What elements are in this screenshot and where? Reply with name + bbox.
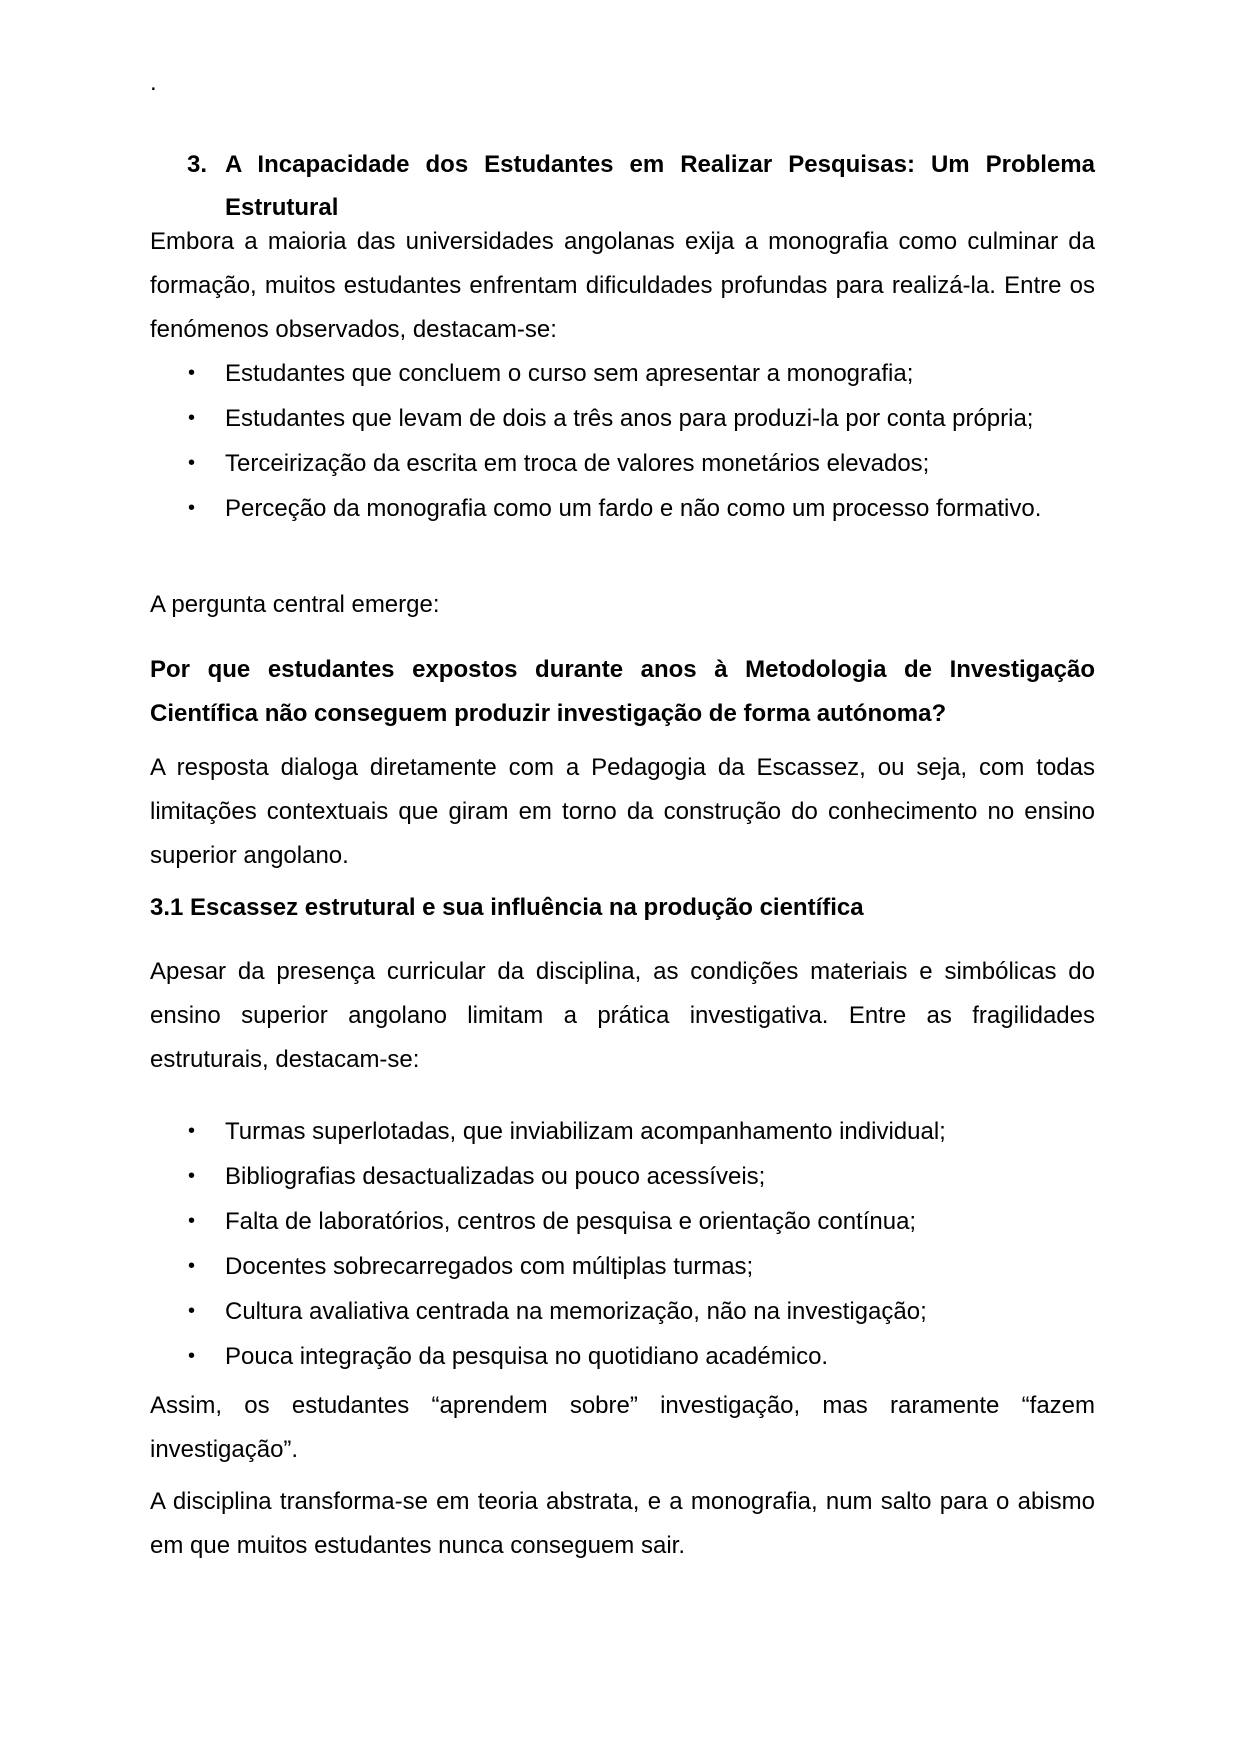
intro-paragraph: Embora a maioria das universidades angolanas exija a monografia como culminar da formação, muitos estudantes enfrentam dificuldades profundas para realizá-la. Entre os fenómenos observados, destacam-se: <box>150 228 1095 343</box>
subsection-3-1-title: 3.1 Escassez estrutural e sua influência na produção científica <box>150 894 864 921</box>
section-3-heading <box>150 143 1095 229</box>
bullet-icon: • <box>188 362 196 384</box>
conclusion-paragraph-2: A disciplina transforma-se em teoria abstrata, e a monografia, num salto para o abismo em que muitos estudantes nunca conseguem sair. <box>150 1488 1095 1559</box>
list-item-text: Pouca integração da pesquisa no quotidiano académico. <box>225 1343 829 1370</box>
list-item <box>150 486 1095 531</box>
phenomena-list <box>150 351 1095 531</box>
answer-paragraph: A resposta dialoga diretamente com a Pedagogia da Escassez, ou seja, com todas limitações contextuais que giram em torno da construção do conhecimento no ensino superior angolano. <box>150 754 1095 869</box>
bullet-icon: • <box>188 407 196 429</box>
list-item-text: Estudantes que levam de dois a três anos para produzi-la por conta própria; <box>225 405 1034 432</box>
section-3-title: A Incapacidade dos Estudantes em Realizar Pesquisas: Um Problema Estrutural <box>225 151 1095 221</box>
question-intro: A pergunta central emerge: <box>150 591 440 618</box>
bullet-icon: • <box>188 452 196 474</box>
bullet-icon: • <box>188 1345 196 1367</box>
list-item <box>150 1244 1095 1289</box>
list-item <box>150 1154 1095 1199</box>
subsection-3-1-paragraph: Apesar da presença curricular da disciplina, as condições materiais e simbólicas do ensino superior angolano limitam a prática investigativa. Entre as fragilidades estruturais, destacam-se: <box>150 958 1095 1073</box>
bullet-icon: • <box>188 497 196 519</box>
bullet-icon: • <box>188 1120 196 1142</box>
list-item <box>150 1199 1095 1244</box>
list-item <box>150 396 1095 441</box>
list-item-text: Falta de laboratórios, centros de pesquisa e orientação contínua; <box>225 1208 917 1235</box>
list-item <box>150 1334 1095 1379</box>
list-item <box>150 1289 1095 1334</box>
list-item-text: Bibliografias desactualizadas ou pouco acessíveis; <box>225 1163 766 1190</box>
list-item-text: Docentes sobrecarregados com múltiplas turmas; <box>225 1253 754 1280</box>
list-item-text: Estudantes que concluem o curso sem apresentar a monografia; <box>225 360 914 387</box>
fragilities-list <box>150 1109 1095 1379</box>
list-item <box>150 1109 1095 1154</box>
bullet-icon: • <box>188 1255 196 1277</box>
conclusion-paragraph-1: Assim, os estudantes “aprendem sobre” investigação, mas raramente “fazem investigação”. <box>150 1392 1095 1463</box>
bullet-icon: • <box>188 1210 196 1232</box>
bullet-icon: • <box>188 1165 196 1187</box>
list-item-text: Turmas superlotadas, que inviabilizam acompanhamento individual; <box>225 1118 946 1145</box>
section-3-number: 3. <box>187 151 208 178</box>
list-item-text: Cultura avaliativa centrada na memorização, não na investigação; <box>225 1298 927 1325</box>
central-question: Por que estudantes expostos durante anos à Metodologia de Investigação Científica não conseguem produzir investigação de forma autónoma? <box>150 656 1095 727</box>
list-item <box>150 351 1095 396</box>
list-item-text: Perceção da monografia como um fardo e não como um processo formativo. <box>225 495 1042 522</box>
list-item <box>150 441 1095 486</box>
list-item-text: Terceirização da escrita em troca de valores monetários elevados; <box>225 450 930 477</box>
bullet-icon: • <box>188 1300 196 1322</box>
stray-dot: . <box>150 69 157 96</box>
